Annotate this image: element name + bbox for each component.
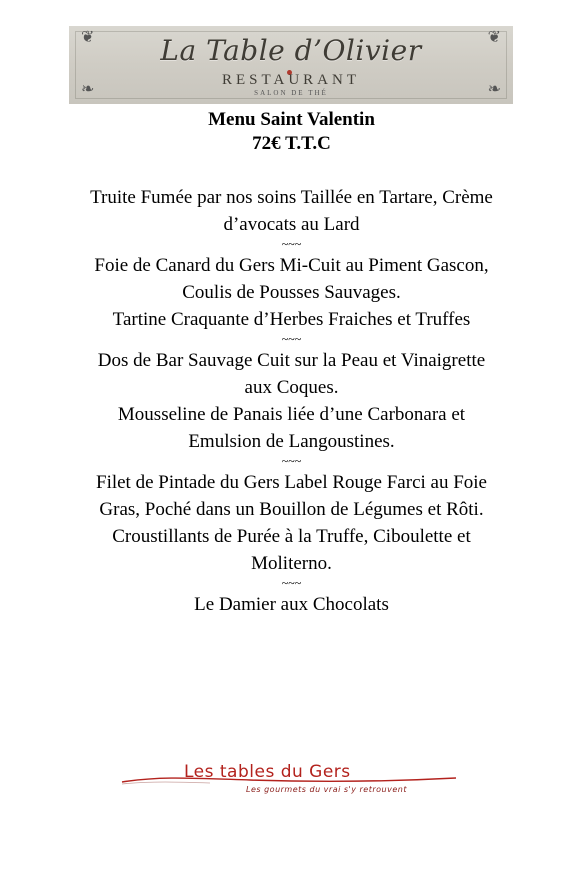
course-line: d’avocats au Lard <box>223 214 360 235</box>
course-line: Foie de Canard du Gers Mi-Cuit au Piment Gascon, <box>94 255 489 276</box>
menu-title: Menu Saint Valentin <box>208 109 375 130</box>
les-tables-du-gers-logo <box>120 760 460 800</box>
course-line: Coulis de Pousses Sauvages. <box>182 282 401 303</box>
course <box>40 469 543 577</box>
course-line: Le Damier aux Chocolats <box>194 594 389 615</box>
course-separator: ~~~ <box>281 576 302 590</box>
restaurant-logo-banner <box>69 26 513 104</box>
course <box>40 184 543 238</box>
ornament-icon: ❦ <box>487 29 501 46</box>
course <box>40 347 543 455</box>
menu-price: 72€ T.T.C <box>252 133 331 154</box>
restaurant-label: RESTAURANT <box>222 72 360 88</box>
footer-brand: Les tables du Gers <box>184 762 351 782</box>
ornament-icon: ❦ <box>81 29 95 46</box>
course <box>40 591 543 618</box>
menu-courses <box>40 184 543 618</box>
course-separator: ~~~ <box>281 454 302 468</box>
course-line: aux Coques. <box>244 377 339 398</box>
restaurant-name: La Table d’Olivier <box>160 34 422 67</box>
course-line: Filet de Pintade du Gers Label Rouge Farci au Foie <box>96 472 487 493</box>
course-line: Dos de Bar Sauvage Cuit sur la Peau et Vinaigrette <box>97 350 486 371</box>
course-line: Emulsion de Langoustines. <box>188 431 395 452</box>
salon-label: SALON DE THÉ <box>254 89 328 97</box>
course-line: Mousseline de Panais liée d’une Carbonara et <box>117 404 466 425</box>
course-line: Moliterno. <box>251 553 332 574</box>
course-line: Tartine Craquante d’Herbes Fraiches et Truffes <box>112 309 471 330</box>
ornament-icon: ❧ <box>81 81 95 98</box>
ornament-icon: ❧ <box>487 81 501 98</box>
footer-tagline: Les gourmets du vrai s'y retrouvent <box>246 785 407 794</box>
course-separator: ~~~ <box>281 332 302 346</box>
course-line: Gras, Poché dans un Bouillon de Légumes et Rôti. <box>99 499 484 520</box>
course-separator: ~~~ <box>281 237 302 251</box>
course <box>40 252 543 333</box>
course-line: Truite Fumée par nos soins Taillée en Tartare, Crème <box>90 187 493 208</box>
course-line: Croustillants de Purée à la Truffe, Ciboulette et <box>112 526 471 547</box>
